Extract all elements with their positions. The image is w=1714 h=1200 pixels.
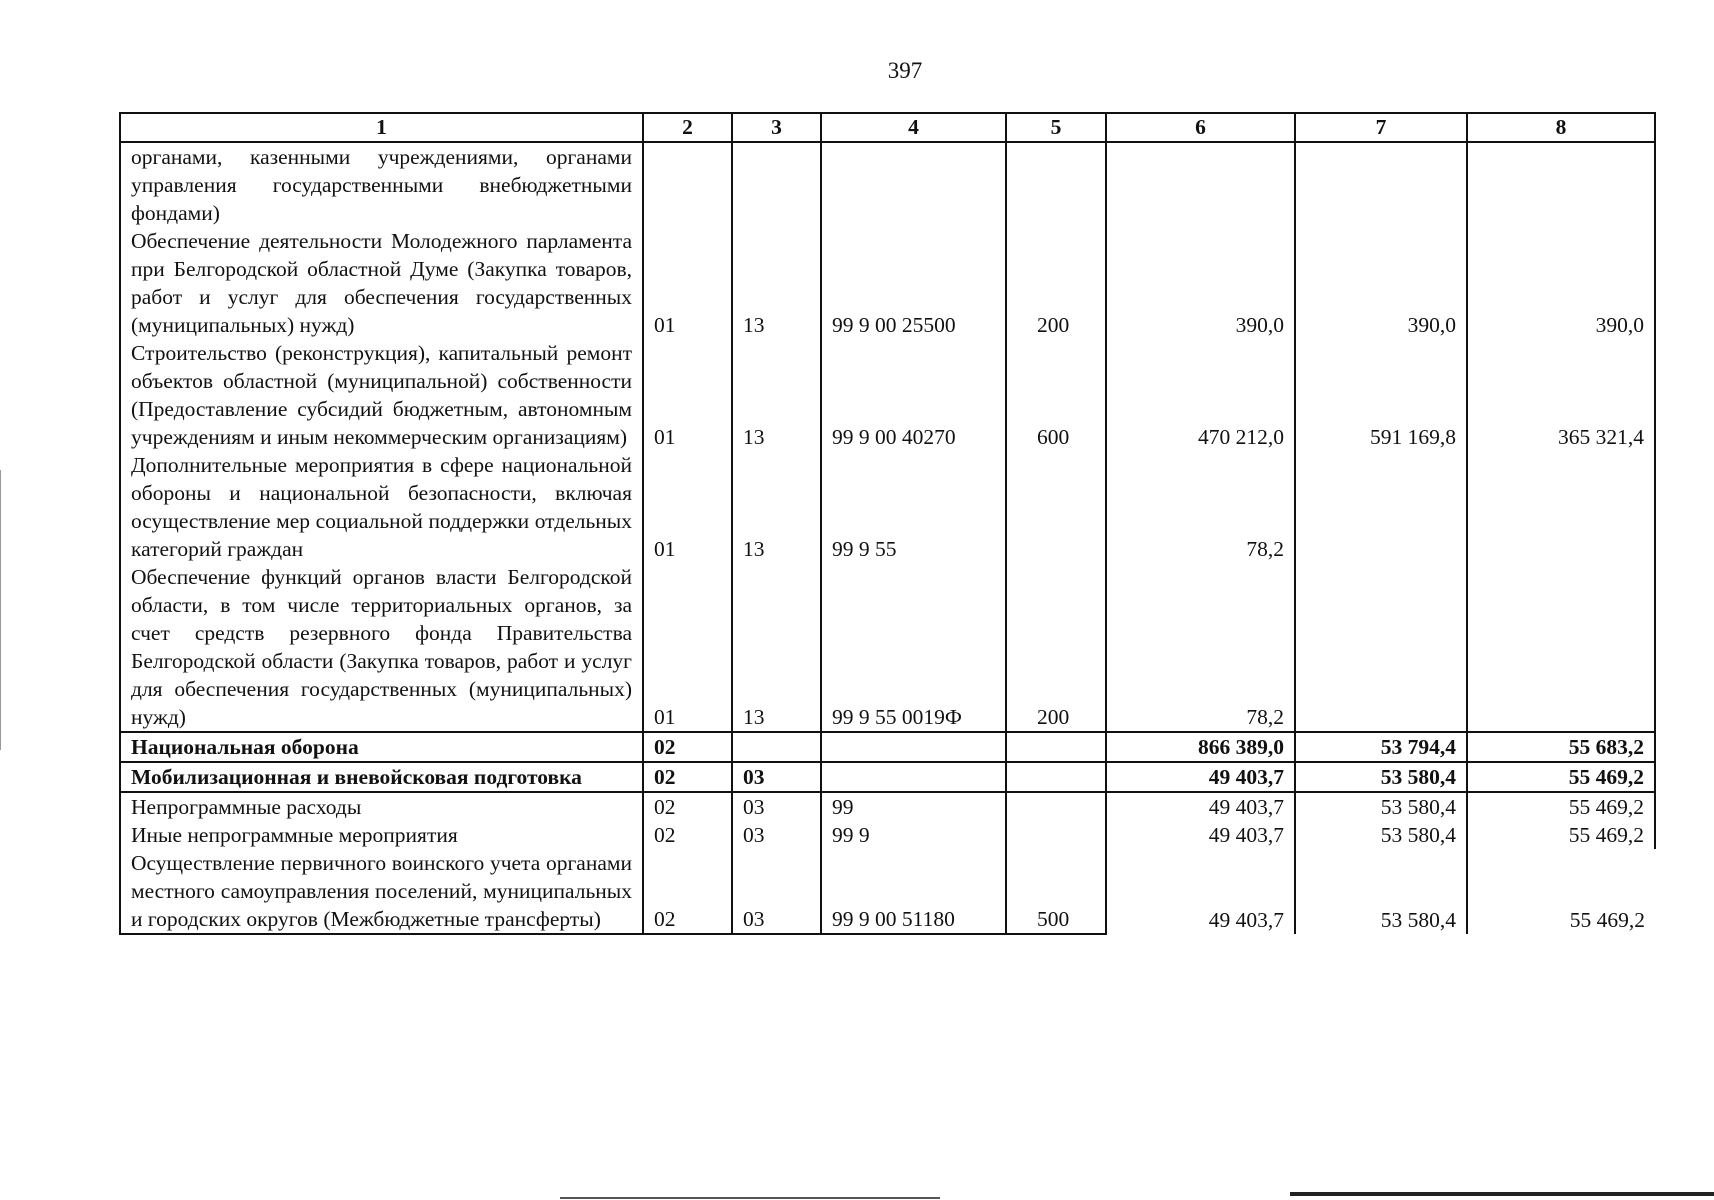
table-row — [120, 339, 1655, 451]
budget-table — [119, 112, 1656, 935]
amount-col6: 49 403,7 — [1106, 762, 1295, 792]
amount-col6: 866 389,0 — [1106, 732, 1295, 762]
expense-type-code — [1006, 451, 1106, 563]
section-code: 02 — [643, 762, 732, 792]
subsection-code: 13 — [732, 339, 821, 451]
table-row — [120, 142, 1655, 227]
table-row-subsection — [120, 762, 1655, 792]
row-name: органами, казенными учреждениями, органами управления государственными внебюджетными фондами) — [120, 142, 643, 227]
target-article-code: 99 9 00 25500 — [821, 227, 1006, 339]
amount-col8: 55 469,2 — [1467, 821, 1655, 849]
amount-col7: 591 169,8 — [1295, 339, 1467, 451]
section-code: 01 — [643, 227, 732, 339]
amount-col8: 390,0 — [1467, 227, 1655, 339]
expense-type-code — [1006, 142, 1106, 227]
column-header: 6 — [1106, 113, 1295, 142]
subsection-code: 13 — [732, 227, 821, 339]
amount-col7: 53 580,4 — [1295, 762, 1467, 792]
amount-col8: 55 469,2 — [1467, 762, 1655, 792]
table-row — [120, 451, 1655, 563]
amount-col8 — [1467, 563, 1655, 732]
scan-edge-line — [560, 1197, 940, 1199]
target-article-code — [821, 762, 1006, 792]
amount-col7: 53 580,4 — [1295, 792, 1467, 821]
amount-col7 — [1295, 563, 1467, 732]
section-code: 02 — [643, 732, 732, 762]
amount-col8: 55 469,2 — [1467, 792, 1655, 821]
amount-col7 — [1295, 142, 1467, 227]
target-article-code: 99 — [821, 792, 1006, 821]
row-name: Строительство (реконструкция), капитальный ремонт объектов областной (муниципальной) собственности (Предоставление субсидий бюджетным, автономным учреждениям и иным некоммерческим организациям) — [120, 339, 643, 451]
amount-col8: 365 321,4 — [1467, 339, 1655, 451]
expense-type-code: 500 — [1006, 849, 1106, 934]
column-header: 7 — [1295, 113, 1467, 142]
scan-edge-line — [1290, 1192, 1714, 1196]
header-row — [120, 113, 1655, 142]
table-row — [120, 227, 1655, 339]
row-name: Осуществление первичного воинского учета органами местного самоуправления поселений, муниципальных и городских округов (Межбюджетные трансферты) — [120, 849, 643, 934]
row-name: Обеспечение деятельности Молодежного парламента при Белгородской областной Думе (Закупка товаров, работ и услуг для обеспечения государственных (муниципальных) нужд) — [120, 227, 643, 339]
amount-col7 — [1295, 451, 1467, 563]
column-header: 3 — [732, 113, 821, 142]
expense-type-code: 600 — [1006, 339, 1106, 451]
section-code: 02 — [643, 849, 732, 934]
expense-type-code — [1006, 792, 1106, 821]
expense-type-code — [1006, 821, 1106, 849]
amount-col7: 53 794,4 — [1295, 732, 1467, 762]
target-article-code: 99 9 00 51180 — [821, 849, 1006, 934]
row-name: Обеспечение функций органов власти Белгородской области, в том числе территориальных органов, за счет средств резервного фонда Правительства Белгородской области (Закупка товаров, работ и услуг для обеспечения государственных (муниципальных) нужд) — [120, 563, 643, 732]
amount-col6: 49 403,7 — [1106, 792, 1295, 821]
target-article-code — [821, 732, 1006, 762]
target-article-code: 99 9 00 40270 — [821, 339, 1006, 451]
column-header: 1 — [120, 113, 643, 142]
section-code: 01 — [643, 339, 732, 451]
section-code: 01 — [643, 451, 732, 563]
section-code: 02 — [643, 821, 732, 849]
amount-col8 — [1467, 142, 1655, 227]
amount-col8: 55 469,2 — [1467, 849, 1655, 934]
row-name: Непрограммные расходы — [120, 792, 643, 821]
subsection-code: 03 — [732, 821, 821, 849]
subsection-code: 03 — [732, 792, 821, 821]
amount-col6: 49 403,7 — [1106, 821, 1295, 849]
scan-edge-line — [0, 470, 1, 750]
target-article-code: 99 9 55 0019Ф — [821, 563, 1006, 732]
column-header: 4 — [821, 113, 1006, 142]
subsection-code — [732, 142, 821, 227]
amount-col6 — [1106, 142, 1295, 227]
amount-col7: 390,0 — [1295, 227, 1467, 339]
target-article-code: 99 9 — [821, 821, 1006, 849]
amount-col6: 78,2 — [1106, 451, 1295, 563]
expense-type-code: 200 — [1006, 227, 1106, 339]
expense-type-code — [1006, 762, 1106, 792]
row-name: Национальная оборона — [120, 732, 643, 762]
subsection-code — [732, 732, 821, 762]
target-article-code: 99 9 55 — [821, 451, 1006, 563]
amount-col6: 470 212,0 — [1106, 339, 1295, 451]
target-article-code — [821, 142, 1006, 227]
section-code: 02 — [643, 792, 732, 821]
page-number: 397 — [887, 58, 923, 83]
subsection-code: 13 — [732, 563, 821, 732]
section-code: 01 — [643, 563, 732, 732]
amount-col6: 390,0 — [1106, 227, 1295, 339]
row-name: Мобилизационная и вневойсковая подготовка — [120, 762, 643, 792]
expense-type-code — [1006, 732, 1106, 762]
subsection-code: 03 — [732, 762, 821, 792]
amount-col8 — [1467, 451, 1655, 563]
column-header: 8 — [1467, 113, 1655, 142]
amount-col7: 53 580,4 — [1295, 821, 1467, 849]
expense-type-code: 200 — [1006, 563, 1106, 732]
table-row — [120, 849, 1655, 934]
amount-col8: 55 683,2 — [1467, 732, 1655, 762]
table-row — [120, 792, 1655, 821]
amount-col6: 49 403,7 — [1106, 849, 1295, 934]
column-header: 5 — [1006, 113, 1106, 142]
table-row — [120, 821, 1655, 849]
table-row-section — [120, 732, 1655, 762]
section-code — [643, 142, 732, 227]
column-header: 2 — [643, 113, 732, 142]
row-name: Дополнительные мероприятия в сфере национальной обороны и национальной безопасности, включая осуществление мер социальной поддержки отдельных категорий граждан — [120, 451, 643, 563]
subsection-code: 13 — [732, 451, 821, 563]
subsection-code: 03 — [732, 849, 821, 934]
amount-col7: 53 580,4 — [1295, 849, 1467, 934]
table-row — [120, 563, 1655, 732]
row-name: Иные непрограммные мероприятия — [120, 821, 643, 849]
amount-col6: 78,2 — [1106, 563, 1295, 732]
